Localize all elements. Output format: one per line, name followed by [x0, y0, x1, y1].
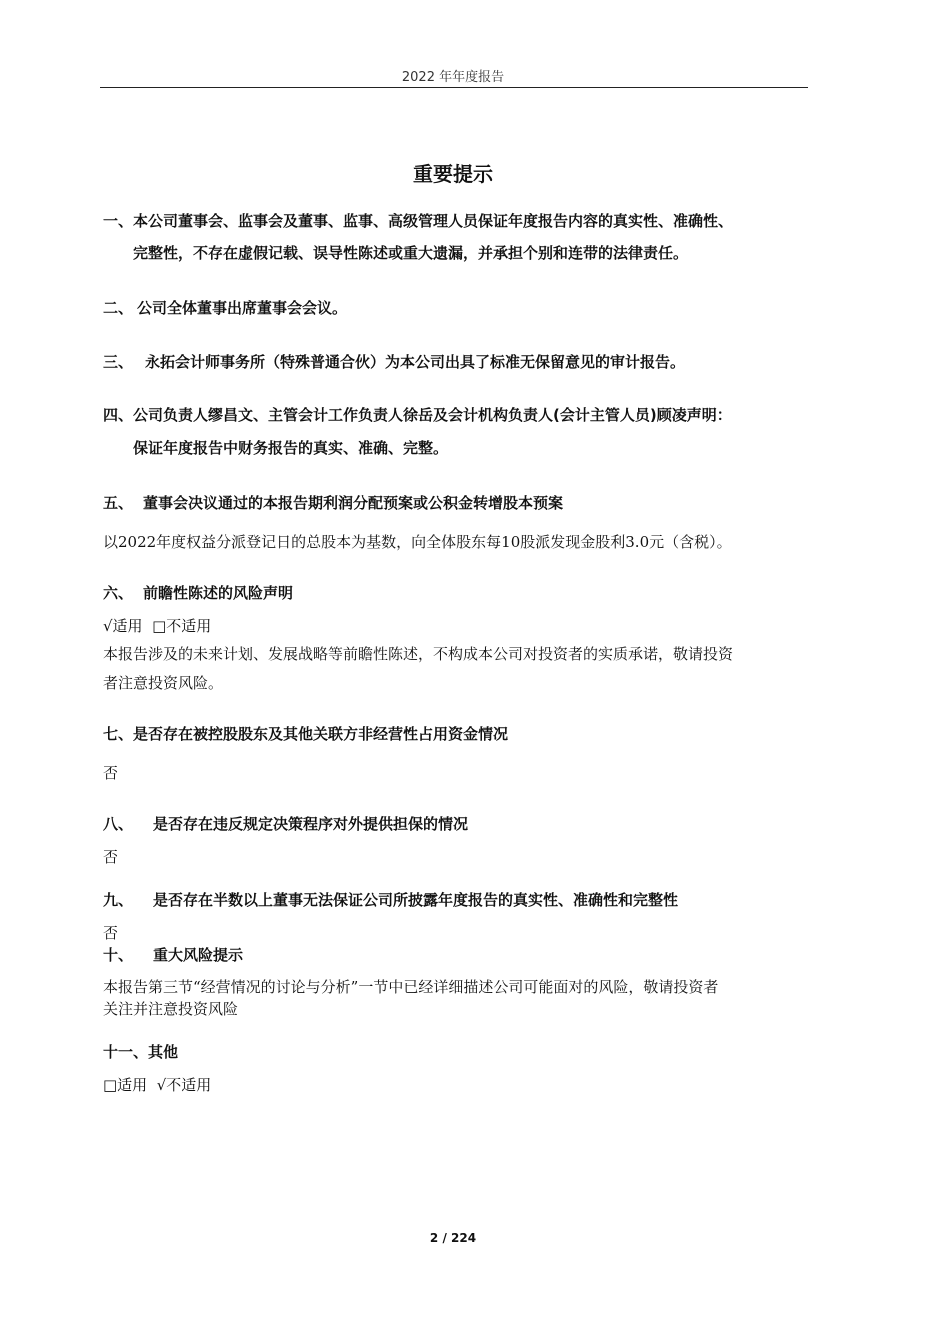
page-title: 重要提示 — [413, 162, 493, 186]
section-3-number: 三、 — [103, 353, 134, 371]
section-6-heading-text: 前瞻性陈述的风险声明 — [143, 584, 294, 602]
section-11-heading — [103, 1043, 178, 1061]
section-1-number: 一、 — [103, 212, 134, 230]
section-9-answer: 否 — [103, 924, 119, 942]
section-5-number: 五、 — [103, 494, 134, 512]
section-11-heading-text: 其他 — [148, 1043, 179, 1061]
section-10-heading — [103, 946, 243, 964]
running-header: 2022 年年度报告 — [401, 70, 505, 85]
section-10-body-line-1: 本报告第三节“经营情况的讨论与分析”一节中已经详细描述公司可能面对的风险，敬请投资者 — [103, 978, 719, 996]
section-4-number: 四、 — [103, 406, 134, 424]
section-11-applicability: □适用 √不适用 — [103, 1076, 212, 1094]
section-2-text: 公司全体董事出席董事会会议。 — [137, 299, 348, 317]
section-3-text: 永拓会计师事务所（特殊普通合伙）为本公司出具了标准无保留意见的审计报告。 — [145, 353, 686, 371]
section-5-heading-text: 董事会决议通过的本报告期利润分配预案或公积金转增股本预案 — [143, 494, 564, 512]
section-1-line-2: 完整性，不存在虚假记载、误导性陈述或重大遗漏，并承担个别和连带的法律责任。 — [133, 244, 689, 262]
section-1-line-1 — [103, 212, 733, 230]
section-6-applicability: √适用 □不适用 — [103, 617, 212, 635]
section-8-heading-text: 是否存在违反规定决策程序对外提供担保的情况 — [153, 815, 469, 833]
section-6-body-line-1: 本报告涉及的未来计划、发展战略等前瞻性陈述，不构成本公司对投资者的实质承诺，敬请投资 — [103, 645, 734, 663]
section-9-number: 九、 — [103, 891, 134, 909]
section-9-heading-text: 是否存在半数以上董事无法保证公司所披露年度报告的真实性、准确性和完整性 — [153, 891, 679, 909]
section-7-number: 七、 — [103, 725, 134, 743]
section-7-heading — [103, 725, 508, 743]
section-6-heading — [103, 584, 293, 602]
section-2-number: 二、 — [103, 299, 134, 317]
section-8-heading — [103, 815, 468, 833]
section-10-body-line-2: 关注并注意投资风险 — [103, 1000, 239, 1018]
header-rule — [100, 87, 808, 88]
section-9-heading — [103, 891, 678, 909]
section-6-number: 六、 — [103, 584, 134, 602]
section-11-number: 十一、 — [103, 1043, 149, 1061]
section-1-text: 本公司董事会、监事会及董事、监事、高级管理人员保证年度报告内容的真实性、准确性、 — [133, 212, 734, 230]
section-5-heading — [103, 494, 563, 512]
page-number: 2 / 224 — [429, 1231, 477, 1245]
section-7-heading-text: 是否存在被控股股东及其他关联方非经营性占用资金情况 — [133, 725, 509, 743]
section-10-number: 十、 — [103, 946, 134, 964]
section-10-heading-text: 重大风险提示 — [153, 946, 244, 964]
section-4-line-2: 保证年度报告中财务报告的真实、准确、完整。 — [133, 439, 449, 457]
section-4-line-1 — [103, 406, 732, 424]
section-2 — [103, 299, 347, 317]
section-8-number: 八、 — [103, 815, 134, 833]
section-6-body-line-2: 者注意投资风险。 — [103, 674, 224, 692]
section-5-body: 以2022年度权益分派登记日的总股本为基数，向全体股东每10股派发现金股利3.0元（含税）。 — [103, 533, 732, 551]
section-8-answer: 否 — [103, 848, 119, 866]
section-3 — [103, 353, 685, 371]
section-7-answer: 否 — [103, 764, 119, 782]
section-4-text: 公司负责人缪昌文、主管会计工作负责人徐岳及会计机构负责人(会计主管人员)顾凌声明： — [133, 406, 732, 424]
